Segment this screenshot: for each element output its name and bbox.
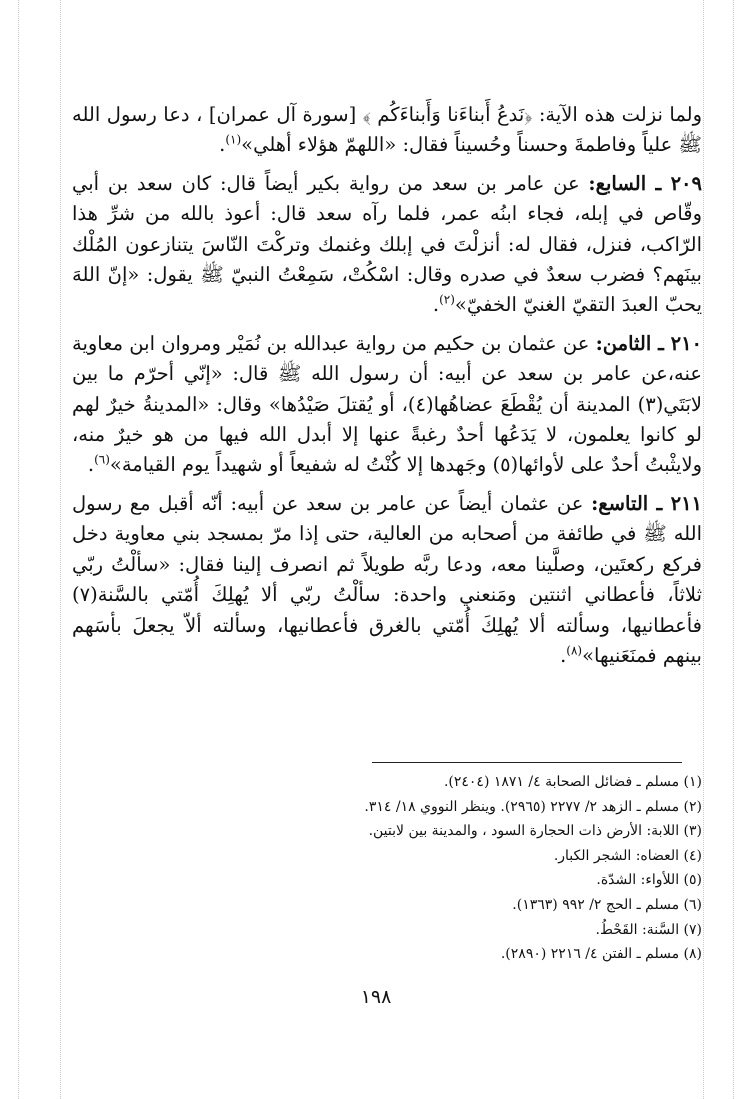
footnotes — [300, 770, 702, 967]
footnote-divider — [372, 762, 682, 763]
footnote: (٧) السَّنة: القَحْطُ. — [595, 921, 702, 938]
paragraph-text: عن عثمان أيضاً عن عامر بن سعد عن أبيه: أنّه أقبل مع رسول الله ﷺ في طائفة من أصحابه من العالية، حتى إذا مرّ بمسجد بني معاوية دخل فركع ركعتَين، وصلَّينا معه، ودعا ربَّه طويلاً ثم انصرف إلينا فقال: «سألْتُ ربّي ثلاثاً، فأعطاني اثنتين ومَنعني واحدة: سألْتُ ربّي ألا يُهلِكَ أُمّتي بالسَّنة(٧) فأعطانيها، وسألته ألا يُهلِكَ أُمّتي بالغرق فأعطانيها، وسألته ألاّ يجعلَ بأسَهم بينهم فمنَعَنيها» — [72, 491, 702, 667]
footnote: (١) مسلم ـ فضائل الصحابة ٤/ ١٨٧١ (٢٤٠٤). — [443, 774, 702, 790]
paragraph-209: ٢٠٩ ـ السابع: عن عامر بن سعد من رواية بكير أيضاً قال: كان سعد بن أبي وقّاص في إبله، فجاء ابنُه عمر، فلما رآه سعد قال: أعوذ بالله من شرِّ هذا الرّاكب، فنزل، فقال له: أنزلْتَ في إبلك وغنمك وتركْتَ النّاسَ يتنازعون المُلْك بينَهم؟ فضرب سعدٌ في صدره وقال: اسْكُتْ، سَمِعْتُ النبيّ ﷺ يقول: «إنّ اللهَ يحبّ العبدَ التقيّ الغنيّ الخفيّ»$^{(٢)}$. — [72, 171, 702, 317]
hadith-heading: ٢١٠ ـ الثامن: — [595, 331, 703, 355]
footnote: (٨) مسلم ـ الفتن ٤/ ٢٢١٦ (٢٨٩٠). — [500, 946, 702, 963]
footnote: (٣) اللابة: الأرض ذات الحجارة السود ، والمدينة بين لابتين. — [368, 823, 702, 840]
footnote: (٥) اللأواء: الشدّة. — [596, 872, 702, 889]
margin-guide-line — [60, 0, 61, 1099]
margin-guide-line — [733, 0, 734, 1099]
paragraph-text: عن عثمان بن حكيم من رواية عبدالله بن نُمَيْر ومروان ابن معاوية عنه،عن عامر بن سعد عن أبيه: أن رسول الله ﷺ قال: «إنّي أحرّم ما بين لابَتَي(٣) المدينة أن يُقْطَعَ عضاهُها(٤)، أو يُقتلَ صَيْدُها» وقال: «المدينةُ خيرٌ لهم لو كانوا يعلمون، لا يَدَعُها أحدٌ رغبةً عنها إلا أبدل الله فيها من هو خيرٌ منه، ولايثْبتُ أحدٌ على لأوائها(٥) وجَهدها إلا كُنْتُ له شفيعاً أو شهيداً يوم القيامة» — [72, 331, 702, 477]
hadith-heading: ٢١١ ـ التاسع: — [591, 491, 703, 515]
main-text — [72, 100, 702, 671]
paragraph-text: ولما نزلت هذه الآية: ﴿نَدعُ أَبناءَنا وَأَبناءَكُم ﴾ [سورة آل عمران] ، دعا رسول الله ﷺ علياً وفاطمةَ وحسناً وحُسيناً فقال: «اللهمّ هؤلاء أهلي» — [72, 103, 702, 157]
paragraph-intro: ولما نزلت هذه الآية: ﴿نَدعُ أَبناءَنا وَأَبناءَكُم ﴾ [سورة آل عمران] ، دعا رسول الله ﷺ علياً وفاطمةَ وحسناً وحُسيناً فقال: «اللهمّ هؤلاء أهلي»$^{(١)}$. — [72, 103, 702, 157]
margin-guide-line — [18, 0, 19, 1099]
page-number: ١٩٨ — [360, 986, 392, 1008]
footnote-marker[interactable]: (٦) — [94, 452, 110, 467]
footnote: (٤) العضاه: الشجر الكبار. — [553, 847, 702, 864]
paragraph-211: ٢١١ ـ التاسع: عن عثمان أيضاً عن عامر بن سعد عن أبيه: أنّه أقبل مع رسول الله ﷺ في طائفة من أصحابه من العالية، حتى إذا مرّ بمسجد بني معاوية دخل فركع ركعتَين، وصلَّينا معه، ودعا ربَّه طويلاً ثم انصرف إلينا فقال: «سألْتُ ربّي ثلاثاً، فأعطاني اثنتين ومَنعني واحدة: سألْتُ ربّي ألا يُهلِكَ أُمّتي بالسَّنة(٧) فأعطانيها، وسألته ألا يُهلِكَ أُمّتي بالغرق فأعطانيها، وسألته ألاّ يجعلَ بأسَهم بينهم فمنَعَنيها»$^{(٨)}$. — [72, 491, 703, 667]
footnote-marker[interactable]: (٢) — [439, 292, 455, 307]
footnote: (٦) مسلم ـ الحج ٢/ ٩٩٢ (١٣٦٣). — [512, 896, 702, 913]
paragraph-210: ٢١٠ ـ الثامن: عن عثمان بن حكيم من رواية عبدالله بن نُمَيْر ومروان ابن معاوية عنه،عن عامر بن سعد عن أبيه: أن رسول الله ﷺ قال: «إنّي أحرّم ما بين لابَتَي(٣) المدينة أن يُقْطَعَ عضاهُها(٤)، أو يُقتلَ صَيْدُها» وقال: «المدينةُ خيرٌ لهم لو كانوا يعلمون، لا يَدَعُها أحدٌ رغبةً عنها إلا أبدل الله فيها من هو خيرٌ منه، ولايثْبتُ أحدٌ على لأوائها(٥) وجَهدها إلا كُنْتُ له شفيعاً أو شهيداً يوم القيامة»$^{(٦)}$. — [72, 331, 703, 477]
margin-guide-line — [703, 0, 704, 1099]
footnote-marker[interactable]: (٨) — [566, 643, 583, 658]
paragraph-text: عن عامر بن سعد من رواية بكير أيضاً قال: كان سعد بن أبي وقّاص في إبله، فجاء ابنُه عمر، فلما رآه سعد قال: أعوذ بالله من شرِّ هذا الرّاكب، فنزل، فقال له: أنزلْتَ في إبلك وغنمك وتركْتَ النّاسَ يتنازعون المُلْك بينَهم؟ فضرب سعدٌ في صدره وقال: اسْكُتْ، سَمِعْتُ النبيّ ﷺ يقول: «إنّ اللهَ يحبّ العبدَ التقيّ الغنيّ الخفيّ» — [72, 171, 702, 317]
footnote-marker[interactable]: (١) — [225, 132, 242, 147]
hadith-heading: ٢٠٩ ـ السابع: — [588, 171, 702, 195]
footnote: (٢) مسلم ـ الزهد ٢/ ٢٢٧٧ (٢٩٦٥). وينظر النووي ١٨/ ٣١٤. — [364, 798, 702, 815]
